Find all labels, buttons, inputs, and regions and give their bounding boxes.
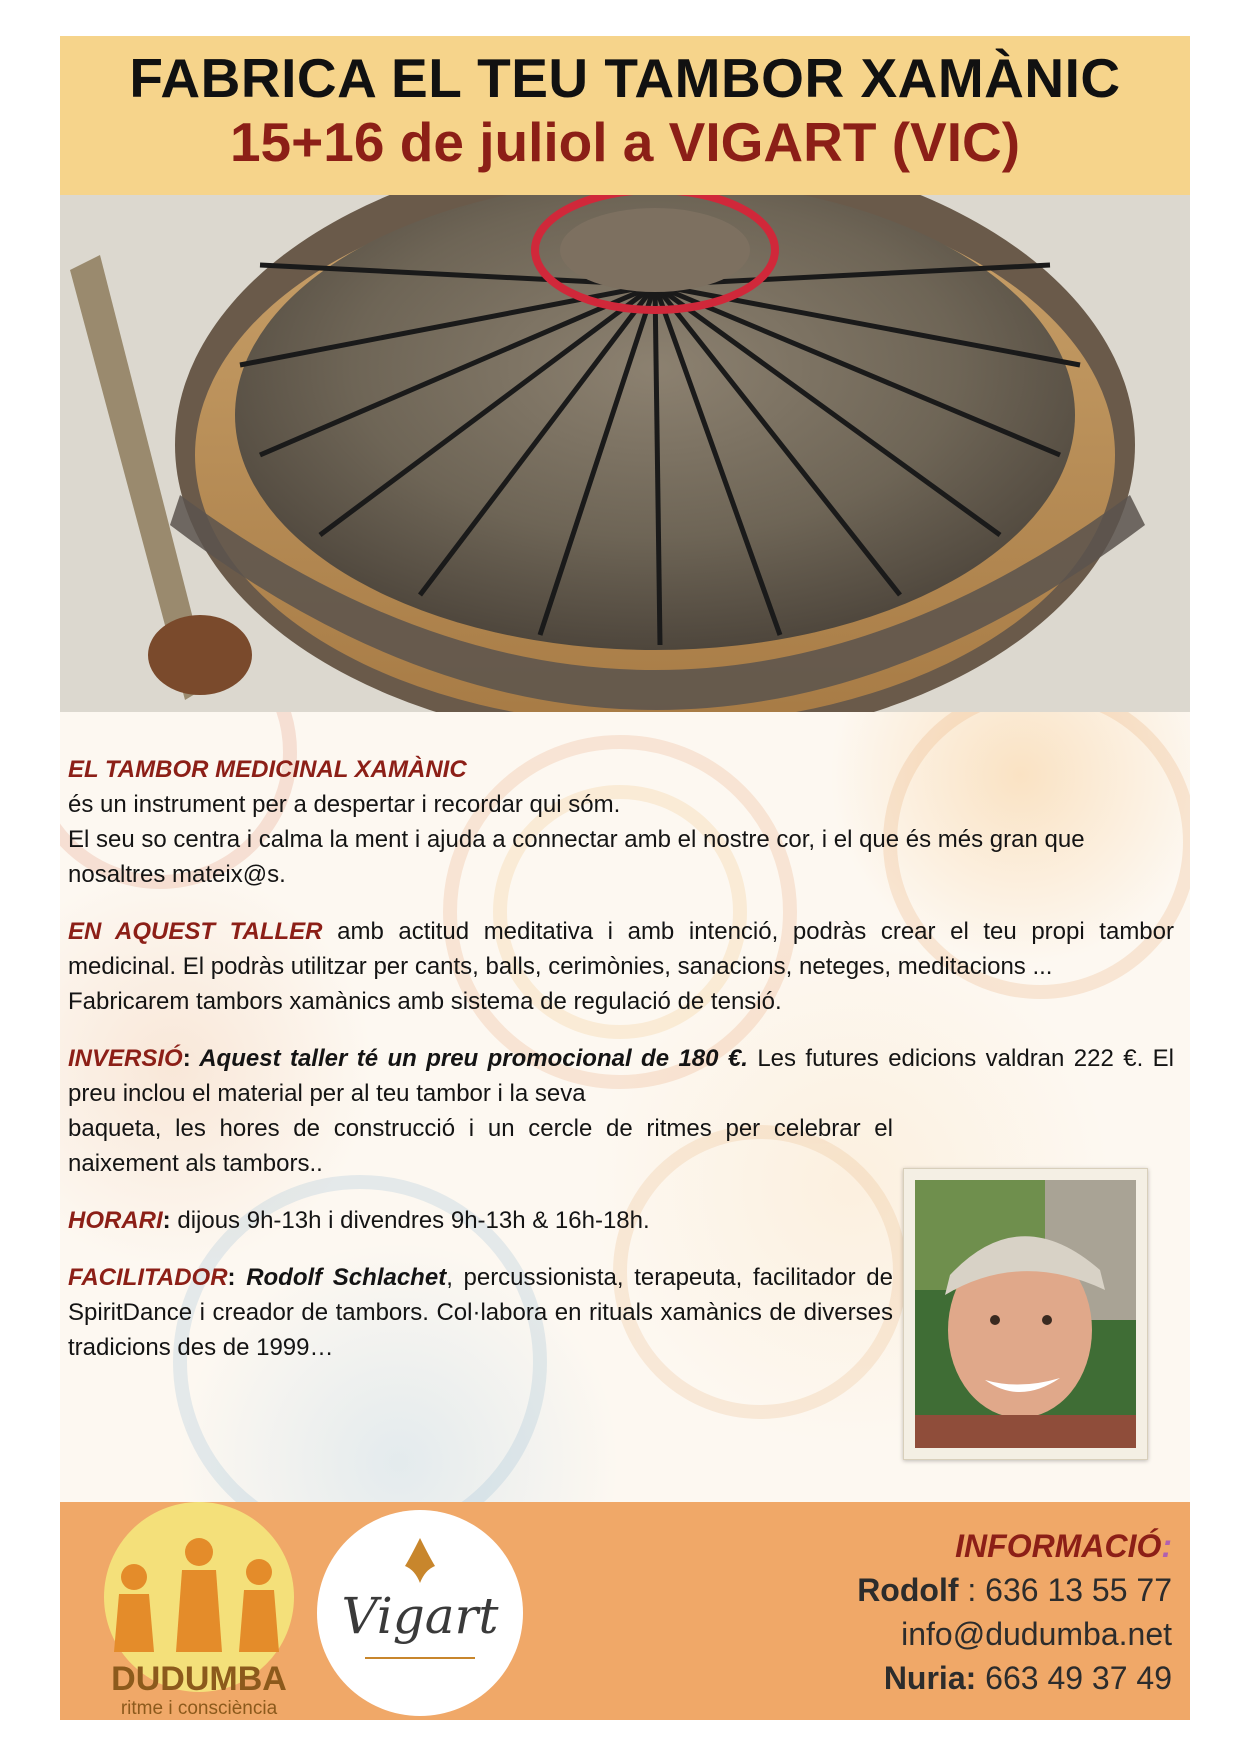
dudumba-logo-tagline: ritme i consciència bbox=[120, 1698, 278, 1719]
page-title: FABRICA EL TEU TAMBOR XAMÀNIC bbox=[129, 47, 1121, 109]
footer-banner bbox=[60, 1502, 1190, 1720]
contact-info bbox=[857, 1524, 1172, 1700]
drum-photo bbox=[60, 195, 1190, 712]
vigart-logo-name: Vigart bbox=[341, 1587, 499, 1645]
dudumba-logo bbox=[74, 1502, 324, 1720]
section-taller bbox=[68, 914, 1174, 1019]
inversio-promo: Aquest taller té un preu promocional de 180 €. bbox=[190, 1045, 748, 1072]
inversio-text1: Les futures edicions valdran 222 €. El preu inclou el material per al teu tambor i la seva bbox=[68, 1045, 1174, 1107]
tambor-line2: El seu so centra i calma la ment i ajuda a connectar amb el nostre cor, i el que és més gran que nosaltres mateix@s. bbox=[68, 826, 1085, 888]
contact1-name: Rodolf bbox=[857, 1572, 959, 1608]
contact2-name: Nuria: bbox=[883, 1660, 977, 1696]
horari-colon: : bbox=[162, 1207, 171, 1234]
section-inversio bbox=[68, 1041, 1174, 1181]
section-tambor bbox=[68, 752, 1174, 892]
horari-text: dijous 9h-13h i divendres 9h-13h & 16h-18h. bbox=[170, 1207, 650, 1234]
inversio-heading: INVERSIÓ bbox=[68, 1045, 183, 1072]
contact-rodolf bbox=[857, 1568, 1172, 1612]
info-title-text: INFORMACIÓ bbox=[955, 1528, 1162, 1564]
inversio-colon: : bbox=[182, 1045, 191, 1072]
facilitator-portrait bbox=[903, 1168, 1148, 1460]
contact1-phone[interactable]: 636 13 55 77 bbox=[985, 1572, 1172, 1608]
poster bbox=[60, 36, 1190, 1720]
tambor-line1: és un instrument per a despertar i recordar qui sóm. bbox=[68, 791, 621, 818]
contact-nuria bbox=[857, 1656, 1172, 1700]
section-facilitador bbox=[68, 1260, 893, 1365]
contact2-phone[interactable]: 663 49 37 49 bbox=[976, 1660, 1172, 1696]
inversio-text2: baqueta, les hores de construcció i un cercle de ritmes per celebrar el naixement als tambors.. bbox=[68, 1115, 893, 1177]
taller-text: amb actitud meditativa i amb intenció, podràs crear el teu propi tambor medicinal. El podràs utilitzar per cants, balls, cerimònies, sanacions, neteges, meditacions ... bbox=[68, 918, 1174, 980]
facilitador-name: Rodolf Schlachet bbox=[235, 1264, 447, 1291]
dudumba-logo-name: DUDUMBA bbox=[111, 1660, 287, 1698]
contact-email[interactable]: info@dudumba.net bbox=[901, 1616, 1172, 1652]
horari-heading: HORARI bbox=[68, 1207, 163, 1234]
info-heading bbox=[857, 1524, 1172, 1568]
section-horari bbox=[68, 1203, 893, 1238]
event-date-location: 15+16 de juliol a VIGART (VIC) bbox=[229, 111, 1021, 173]
facilitador-heading: FACILITADOR bbox=[68, 1264, 228, 1291]
info-title-colon: : bbox=[1161, 1528, 1172, 1564]
taller-heading: EN AQUEST TALLER bbox=[68, 918, 323, 945]
vigart-logo bbox=[315, 1508, 525, 1718]
taller-line2: Fabricarem tambors xamànics amb sistema de regulació de tensió. bbox=[68, 988, 782, 1015]
facilitador-colon: : bbox=[227, 1264, 236, 1291]
header-banner bbox=[60, 36, 1190, 195]
facilitador-text: , percussionista, terapeuta, facilitador de SpiritDance i creador de tambors. Col·labora en rituals xamànics de diverses tradicions des de 1999… bbox=[68, 1264, 893, 1361]
tambor-heading: EL TAMBOR MEDICINAL XAMÀNIC bbox=[68, 756, 467, 783]
contact1-sep: : bbox=[958, 1572, 986, 1608]
